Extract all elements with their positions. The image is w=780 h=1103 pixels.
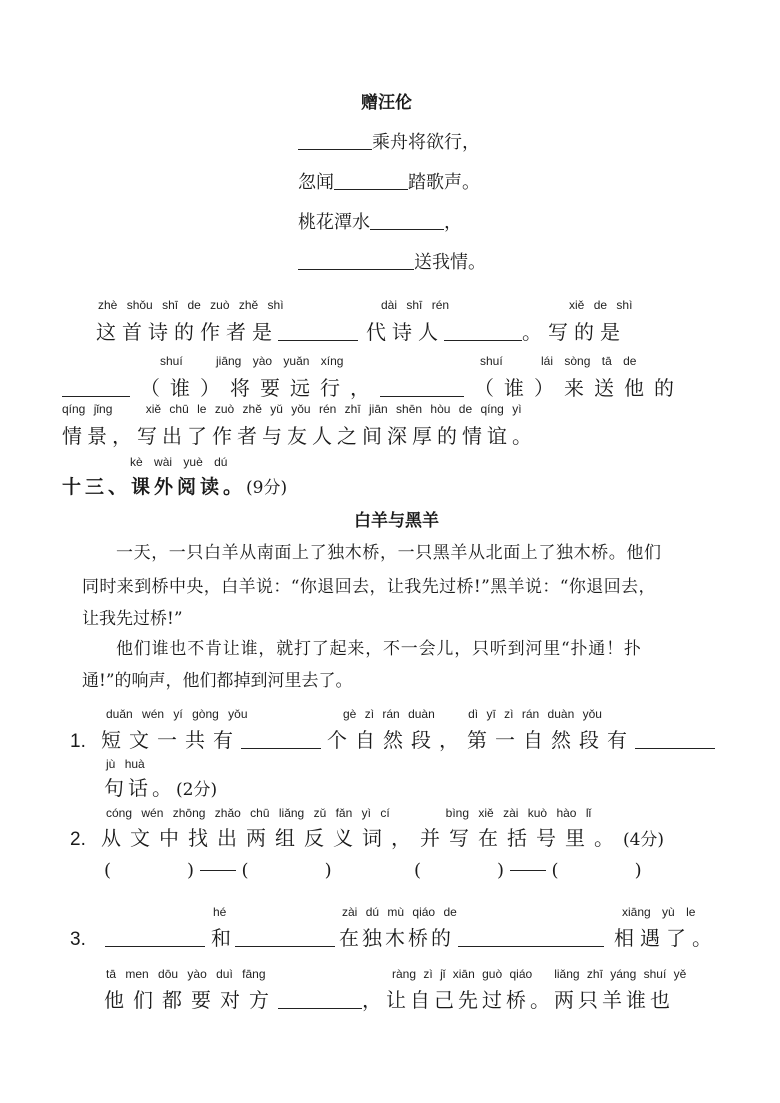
pinyin-q3-end: xiāng yù le bbox=[622, 905, 696, 919]
blank-animal-1[interactable] bbox=[105, 928, 205, 947]
pinyin-q1-3: jù huà bbox=[106, 757, 145, 771]
author-row-3: 情景，写出了作者与友人之间深厚的情谊。 bbox=[62, 424, 537, 448]
pinyin-q3-mid: zài dú mù qiáo de bbox=[342, 905, 457, 919]
dash-2 bbox=[510, 870, 546, 871]
dash-1 bbox=[200, 870, 236, 871]
story-title: 白羊与黑羊 bbox=[354, 511, 439, 531]
poem-line-2-pre: 忽闻 bbox=[298, 172, 334, 193]
story-p1-line-3: 让我先过桥!” bbox=[82, 609, 183, 629]
poem-line-3 bbox=[298, 208, 462, 234]
poem-line-1 bbox=[298, 128, 480, 154]
blank-dynasty[interactable] bbox=[278, 322, 358, 341]
answer-box-3[interactable]: ( ) bbox=[414, 860, 505, 881]
pinyin-q3-r2a: tā men dōu yào duì fāng bbox=[106, 967, 266, 981]
q1-row-1: 1. 短文一共有 个自然段，第一自然段有 bbox=[70, 724, 715, 753]
story-p2-line-2: 通!”的响声，他们都掉到河里去了。 bbox=[82, 671, 353, 691]
q3-number: 3. bbox=[70, 929, 86, 950]
poem-line-4 bbox=[298, 248, 486, 274]
section-13-score: (9分) bbox=[246, 478, 288, 498]
poem-blank-4[interactable] bbox=[298, 251, 414, 270]
poem-line-4-post: 送我情。 bbox=[414, 252, 486, 273]
story-p1-line-1: 一天，一只白羊从南面上了独木桥，一只黑羊从北面上了独木桥。他们 bbox=[116, 543, 662, 563]
pinyin-shui-2: shuí bbox=[480, 354, 503, 368]
author-row-2: （谁）将要远行， （谁）来送他的 bbox=[62, 372, 684, 401]
pinyin-author-3: xiě de shì bbox=[569, 298, 633, 312]
poem-line-2 bbox=[298, 168, 480, 194]
pinyin-row2-mid: jiāng yào yuǎn xíng bbox=[216, 354, 344, 368]
pinyin-author-2: dài shī rén bbox=[381, 298, 450, 312]
pinyin-author-1: zhè shǒu shī de zuò zhě shì bbox=[98, 298, 284, 312]
author-row-1: 这首诗的作者是 代诗人 。写的是 bbox=[96, 320, 626, 344]
poem-line-3-pre: 桃花潭水 bbox=[298, 212, 370, 233]
q2-score: (4分) bbox=[622, 830, 665, 850]
poem-line-1-text: 乘舟将欲行， bbox=[372, 132, 480, 153]
blank-action[interactable] bbox=[278, 990, 362, 1009]
story-p2-line-1: 他们谁也不肯让谁，就打了起来，不一会儿，只听到河里“扑通！扑 bbox=[116, 639, 642, 659]
pinyin-q3-he: hé bbox=[213, 905, 227, 919]
q3-row-1: 3. 和 在独木桥的 相遇了。 bbox=[70, 926, 718, 950]
story-p1-line-2: 同时来到桥中央，白羊说：“你退回去，让我先过桥!”黑羊说：“你退回去， bbox=[82, 577, 656, 597]
blank-who-1[interactable] bbox=[62, 378, 130, 397]
q1-number: 1. bbox=[70, 731, 86, 752]
blank-location[interactable] bbox=[458, 928, 604, 947]
blank-sentence-count[interactable] bbox=[635, 730, 715, 749]
poem-blank-3[interactable] bbox=[370, 211, 444, 230]
answer-box-1[interactable]: ( ) bbox=[104, 860, 195, 881]
section-13-label: 十三、课外阅读。 bbox=[62, 476, 247, 498]
poem-line-2-post: 踏歌声。 bbox=[408, 172, 480, 193]
q1-score: (2分) bbox=[176, 780, 218, 800]
q2-answer-pair-1 bbox=[104, 860, 332, 881]
q2-row-1: 2. 从文中找出两组反义词，并写在括号里。(4分) bbox=[70, 826, 665, 850]
answer-box-4[interactable]: ( ) bbox=[551, 860, 642, 881]
blank-animal-2[interactable] bbox=[235, 928, 335, 947]
poem-title: 赠汪伦 bbox=[361, 93, 412, 113]
pinyin-q3-r2b: ràng zì jǐ xiān guò qiáo liǎng zhī yáng shuí yě bbox=[392, 967, 687, 981]
q3-row-2: 他们都要对方 ，让自己先过桥。两只羊谁也 bbox=[104, 988, 674, 1012]
pinyin-q2: cóng wén zhōng zhǎo chū liǎng zǔ fǎn yì cí bìng xiě zài kuò hào lǐ bbox=[106, 806, 592, 820]
answer-box-2[interactable]: ( ) bbox=[241, 860, 332, 881]
pinyin-row3: qíng jǐng xiě chū le zuò zhě yǔ yǒu rén zhī jiān shēn hòu de qíng yì bbox=[62, 402, 522, 416]
poem-blank-2[interactable] bbox=[334, 171, 408, 190]
blank-who-2[interactable] bbox=[380, 378, 464, 397]
q1-row-2: 句话。(2分) bbox=[104, 776, 218, 800]
pinyin-q1-1: duǎn wén yí gòng yǒu bbox=[106, 707, 248, 721]
pinyin-section-13: kè wài yuè dú bbox=[130, 455, 228, 469]
pinyin-shui-1: shuí bbox=[160, 354, 183, 368]
pinyin-q1-2: gè zì rán duàn dì yī zì rán duàn yǒu bbox=[343, 707, 602, 721]
q2-answer-pair-2 bbox=[414, 860, 642, 881]
section-13-heading bbox=[62, 472, 287, 499]
poem-blank-1[interactable] bbox=[298, 131, 372, 150]
blank-poet[interactable] bbox=[444, 322, 522, 341]
pinyin-row2-end: lái sòng tā de bbox=[541, 354, 637, 368]
blank-paragraph-count[interactable] bbox=[241, 730, 321, 749]
poem-line-3-post: ， bbox=[444, 212, 462, 233]
q2-number: 2. bbox=[70, 829, 86, 850]
